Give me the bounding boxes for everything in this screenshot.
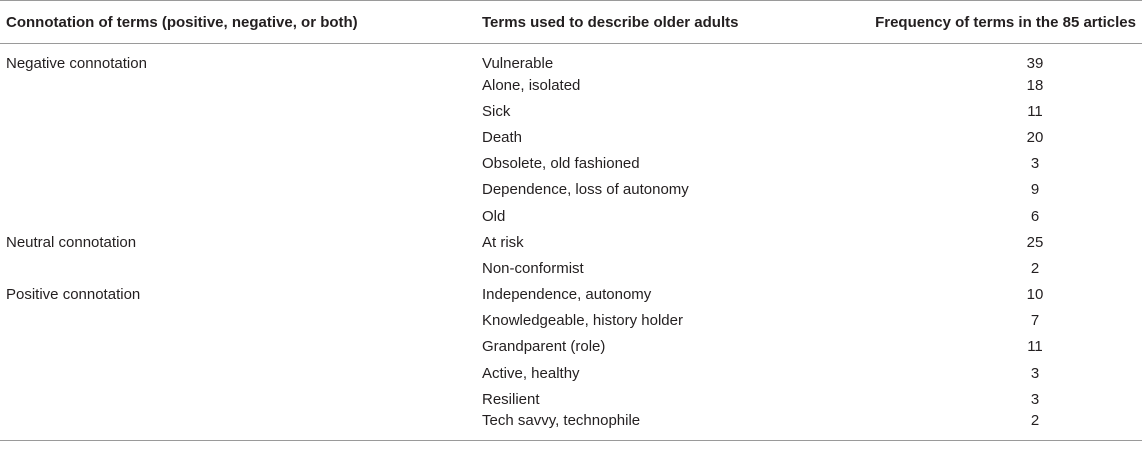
frequency-cell: 9	[1030, 181, 1040, 199]
table-row	[0, 334, 1142, 360]
table-row	[0, 255, 1142, 281]
connotation-cell	[0, 334, 476, 360]
frequency-cell: 10	[1026, 286, 1044, 304]
table-row	[0, 229, 1142, 255]
connotation-cell: Neutral connotation	[6, 233, 137, 251]
table-row	[0, 203, 1142, 229]
table-row	[0, 386, 1142, 412]
header-frequency: Frequency of terms in the 85 articles	[838, 1, 1142, 44]
table-header	[0, 1, 1142, 44]
term-cell: Sick	[482, 102, 511, 120]
term-cell: Independence, autonomy	[482, 286, 652, 304]
frequency-cell: 7	[1030, 312, 1040, 330]
term-cell: Vulnerable	[482, 55, 554, 72]
table-row	[0, 124, 1142, 150]
connotation-cell	[0, 203, 476, 229]
connotation-cell	[0, 386, 476, 412]
term-cell: At risk	[482, 233, 524, 251]
frequency-cell: 20	[1026, 128, 1044, 146]
term-cell: Dependence, loss of autonomy	[482, 181, 689, 199]
header-connotation: Connotation of terms (positive, negative, or both)	[0, 1, 476, 44]
table-row	[0, 98, 1142, 124]
term-cell: Death	[482, 128, 523, 146]
table-row	[0, 308, 1142, 334]
frequency-cell: 11	[1027, 102, 1043, 120]
term-cell: Obsolete, old fashioned	[482, 155, 640, 173]
term-cell: Tech savvy, technophile	[476, 412, 838, 441]
connotation-cell	[0, 177, 476, 203]
term-cell: Non-conformist	[482, 259, 584, 277]
connotation-cell	[0, 124, 476, 150]
term-cell: Alone, isolated	[482, 76, 581, 94]
term-cell: Resilient	[482, 390, 540, 408]
connotation-cell	[0, 72, 476, 98]
table-row	[0, 360, 1142, 386]
term-cell: Old	[482, 207, 506, 225]
frequency-cell: 25	[1026, 233, 1044, 251]
frequency-cell: 2	[838, 412, 1142, 441]
table-row	[0, 44, 1142, 73]
connotation-cell	[0, 360, 476, 386]
frequency-cell: 39	[1026, 55, 1044, 72]
connotation-cell	[0, 151, 476, 177]
frequency-cell: 11	[1027, 338, 1043, 356]
term-cell: Grandparent (role)	[482, 338, 606, 356]
connotation-cell	[0, 255, 476, 281]
term-cell: Active, healthy	[482, 364, 580, 382]
connotation-cell	[0, 308, 476, 334]
table-row	[0, 72, 1142, 98]
header-terms: Terms used to describe older adults	[476, 1, 838, 44]
connotation-cell: Positive connotation	[6, 286, 141, 304]
frequency-cell: 6	[1030, 207, 1040, 225]
frequency-cell: 3	[1030, 155, 1040, 173]
connotation-cell: Negative connotation	[6, 55, 147, 72]
frequency-cell: 3	[1030, 364, 1040, 382]
frequency-cell: 2	[1030, 259, 1040, 277]
table-row	[0, 412, 1142, 441]
table-row	[0, 151, 1142, 177]
table-row	[0, 282, 1142, 308]
term-cell: Knowledgeable, history holder	[482, 312, 683, 330]
frequency-cell: 18	[1026, 76, 1044, 94]
frequency-cell: 3	[1030, 390, 1040, 408]
connotation-cell	[0, 98, 476, 124]
connotation-cell	[0, 412, 476, 441]
table-row	[0, 177, 1142, 203]
header-row	[0, 1, 1142, 44]
table-body	[0, 44, 1142, 441]
